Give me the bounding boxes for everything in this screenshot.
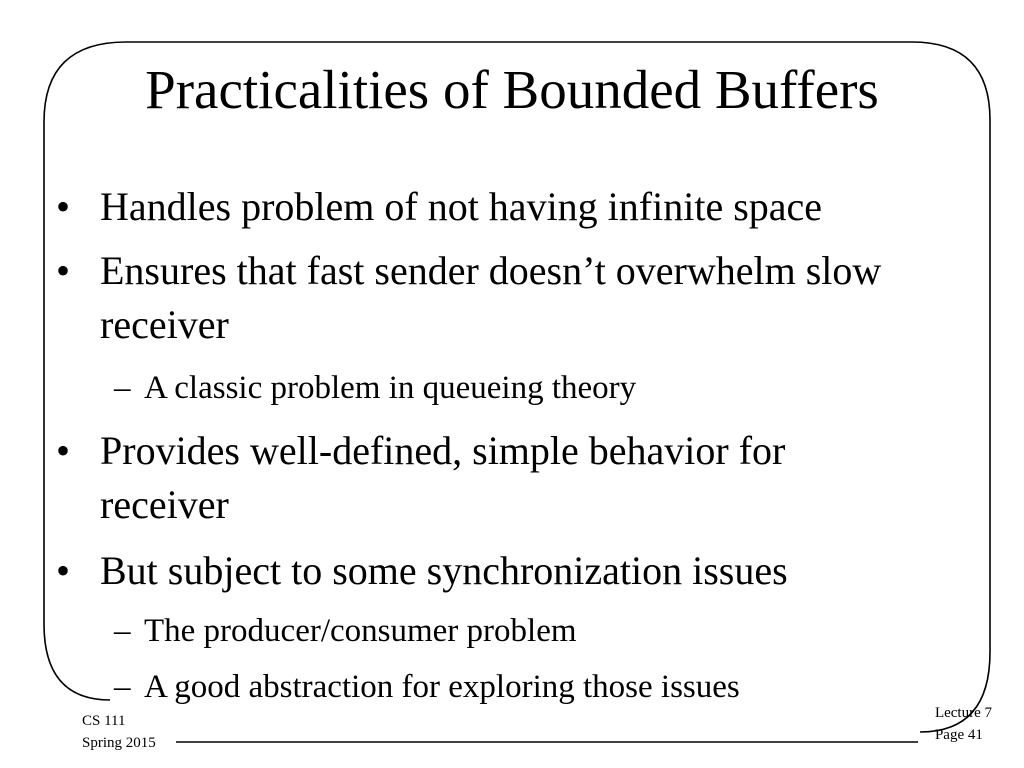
sub-bullet-text: A good abstraction for exploring those issues [144, 669, 740, 705]
footer-lecture: Lecture 7 [934, 705, 992, 721]
footer-page: Page 41 [934, 727, 983, 743]
bullet-marker: • [56, 184, 71, 229]
sub-bullet-item [114, 366, 974, 410]
sub-bullet-item [114, 609, 974, 653]
bullet-marker: • [56, 548, 71, 593]
sub-bullet-text: A classic problem in queueing theory [144, 370, 637, 406]
bullet-text: Ensures that fast sender doesn’t overwhelm slow receiver [100, 248, 882, 347]
bullet-item [56, 244, 916, 352]
sub-bullet-text: The producer/consumer problem [144, 613, 577, 649]
bullet-item [56, 544, 956, 598]
bullet-item [56, 180, 956, 234]
bullet-text: Handles problem of not having infinite space [100, 184, 823, 229]
bullet-text: But subject to some synchronization issues [100, 548, 788, 593]
bullet-marker: • [56, 248, 71, 293]
sub-bullet-marker: – [114, 613, 131, 649]
footer-course: CS 111 [82, 713, 126, 729]
sub-bullet-marker: – [114, 669, 131, 705]
bullet-text: Provides well-defined, simple behavior for receiver [100, 428, 786, 527]
footer-course-info [82, 710, 156, 754]
bullet-marker: • [56, 428, 71, 473]
sub-bullet-item [114, 665, 974, 709]
bullet-item [56, 424, 916, 532]
slide-title: Practicalities of Bounded Buffers [145, 59, 879, 120]
footer-term: Spring 2015 [82, 735, 156, 751]
footer-page-info [935, 702, 992, 746]
sub-bullet-marker: – [114, 370, 131, 406]
